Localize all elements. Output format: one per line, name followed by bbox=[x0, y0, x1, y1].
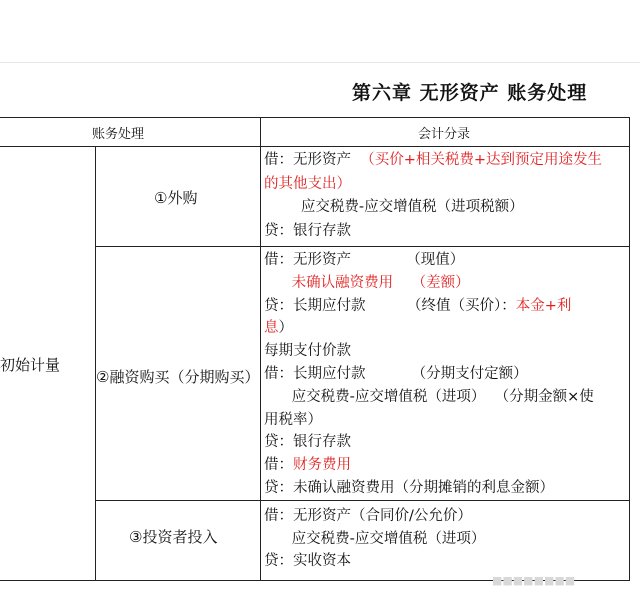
entry-text: 应交税费-应交增值税（进项） （分期金额×使 bbox=[264, 388, 594, 405]
journal-line bbox=[264, 174, 351, 194]
entry-text: 应交税费-应交增值税（进项税额） bbox=[264, 199, 524, 215]
table-right-border bbox=[629, 117, 630, 580]
entry-text: 借：长期应付款 （分期支付定额） bbox=[264, 366, 528, 382]
entry-text: ） bbox=[278, 320, 293, 337]
journal-line bbox=[264, 341, 351, 361]
highlighted-text: 的其他支出） bbox=[264, 175, 351, 192]
header-accounting: 账务处理 bbox=[92, 127, 145, 142]
entry-text: 贷：银行存款 bbox=[264, 222, 351, 239]
method-investor-contribution: ③投资者投入 bbox=[129, 528, 218, 546]
journal-line bbox=[264, 318, 293, 338]
journal-line bbox=[264, 250, 464, 270]
method-financed-purchase: ②融资购买（分期购买） bbox=[96, 368, 260, 386]
entry-text: 借：无形资产 （现值） bbox=[264, 252, 465, 268]
journal-line bbox=[264, 221, 351, 241]
journal-line bbox=[264, 432, 351, 452]
journal-line bbox=[264, 529, 485, 549]
journal-line bbox=[264, 273, 470, 293]
entry-text: 应交税费-应交增值税（进项） bbox=[264, 530, 486, 547]
entry-text: 贷：实收资本 bbox=[264, 553, 351, 569]
entry-text bbox=[393, 275, 411, 291]
entry-text: 借： bbox=[264, 457, 293, 474]
journal-line bbox=[264, 364, 528, 384]
watermark: ■■■■■■■■ bbox=[492, 574, 576, 587]
journal-line bbox=[264, 197, 524, 217]
page-title: 第六章 无形资产 账务处理 bbox=[352, 82, 588, 104]
highlighted-text: 未确认融资费用 bbox=[291, 274, 394, 291]
entry-text: 用税率） bbox=[264, 411, 322, 428]
highlighted-text: （差额） bbox=[411, 274, 470, 291]
highlighted-text: 息 bbox=[264, 320, 279, 337]
journal-line bbox=[264, 478, 554, 498]
top-divider bbox=[0, 62, 640, 63]
journal-line bbox=[264, 296, 571, 316]
col-divider-2 bbox=[260, 117, 261, 580]
highlighted-text: 本金+利 bbox=[515, 297, 572, 314]
entry-text: 每期支付价款 bbox=[264, 343, 351, 360]
entry-text: 贷：银行存款 bbox=[264, 434, 351, 451]
journal-line bbox=[264, 387, 594, 407]
row2-bottom-border bbox=[95, 500, 630, 501]
col-divider-1 bbox=[95, 146, 96, 580]
method-purchase: ①外购 bbox=[154, 189, 198, 207]
top-band bbox=[0, 0, 640, 62]
entry-text: 贷：未确认融资费用（分期摊销的利息金额） bbox=[264, 480, 554, 496]
group-label-initial-measurement: 初始计量 bbox=[0, 356, 61, 374]
entry-text: 借：无形资产（合同价/公允价） bbox=[264, 508, 472, 524]
row1-bottom-border bbox=[95, 246, 630, 247]
journal-line bbox=[264, 150, 602, 170]
journal-line bbox=[264, 551, 351, 571]
header-journal-entry: 会计分录 bbox=[418, 127, 471, 142]
table-top-border bbox=[0, 117, 630, 118]
highlighted-text: 财务费用 bbox=[293, 457, 351, 474]
entry-text: 借：无形资产 bbox=[264, 152, 361, 168]
entry-text: 贷：长期应付款 （终值（买价）： bbox=[264, 297, 516, 314]
highlighted-text: （买价+相关税费+达到预定用途发生 bbox=[360, 152, 603, 168]
journal-line bbox=[264, 455, 351, 475]
entry-text bbox=[264, 275, 292, 291]
journal-line bbox=[264, 410, 322, 430]
journal-line bbox=[264, 506, 472, 526]
